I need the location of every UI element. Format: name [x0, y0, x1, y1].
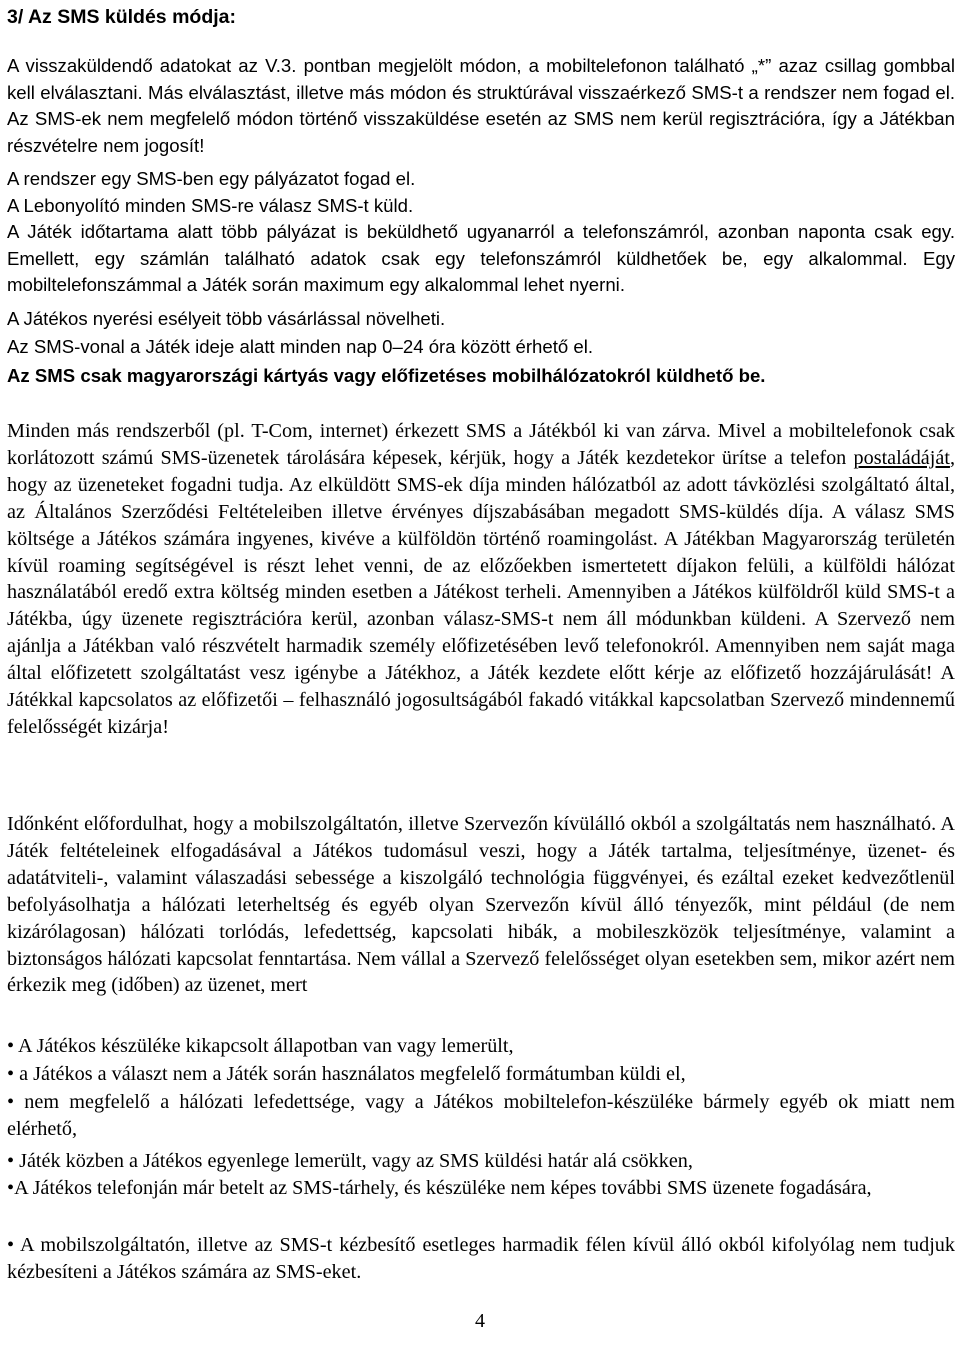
body-paragraph-fees-text-start: Minden más rendszerből (pl. T-Com, internet) érkezett SMS a Játékból ki van zárva. Mivel a mobiltelefonok csak korlátozott számú SMS-üzenetek tárolására képesek, kérjük, hogy a Játék kezdetekor ürítse a telefon: [7, 420, 955, 469]
bullet-item-3: • nem megfelelő a hálózati lefedettsége, vagy a Játékos mobiltelefon-készüléke bármely egyéb ok miatt nem elérhető,: [7, 1091, 955, 1140]
bullet-item-4: • Játék közben a Játékos egyenlege lemerült, vagy az SMS küldési határ alá csökken,: [7, 1150, 693, 1172]
bullet-item-2: • a Játékos a választ nem a Játék során használatos megfelelő formátumban küldi el,: [7, 1063, 686, 1085]
bullet-item-1: • A Játékos készüléke kikapcsolt állapotban van vagy lemerült,: [7, 1035, 514, 1057]
intro-paragraph-limits: A Játék időtartama alatt több pályázat is beküldhető ugyanarról a telefonszámról, azonban naponta csak egy. Emellett, egy számlán található adatok csak egy telefonszámról küldhetőek be, egy alkalommal. Egy mobiltelefonszámmal a Játék során maximum egy alkalommal lehet nyerni.: [7, 221, 955, 295]
section-title: 3/ Az SMS küldés módja:: [7, 6, 236, 28]
intro-line-chances: A Játékos nyerési esélyeit több vásárlással növelheti.: [7, 308, 446, 329]
intro-line-networks: Az SMS csak magyarországi kártyás vagy előfizetéses mobilhálózatokról küldhető be.: [7, 365, 766, 386]
intro-paragraph: A visszaküldendő adatokat az V.3. pontban megjelölt módon, a mobiltelefonon található „*” azaz csillag gombbal kell elválasztani. Más elválasztást, illetve más módon és struktúrával visszaérkező SMS-t a rendszer nem fogad el. Az SMS-ek nem megfelelő módon történő visszaküldése esetén az SMS nem kerül regisztrációra, így a Játékban részvételre nem jogosít!: [7, 55, 955, 156]
page-number: 4: [475, 1310, 485, 1332]
intro-line-reply-sms: A Lebonyolító minden SMS-re válasz SMS-t küld.: [7, 195, 414, 216]
body-paragraph-fees-text-end: , hogy az üzeneteket fogadni tudja. Az elküldött SMS-ek díja minden hálózatból az adott távközlési szolgáltató által, az Általános Szerződési Feltételeiben illetve érvényes díjszabásában megadott SMS-küldés díja. A válasz SMS költsége a Játékos számára ingyenes, kivéve a külföldön történő roamingolást. A Játékban Magyarország területén kívül roaming segítségével is részt lehet venni, de az előzőekben ismertetett díjakon felüli, a külföldi hálózat használatából eredő extra költség minden esetben a Játékost terheli. Amennyiben a Játékos külföldről küld SMS-t a Játékba, úgy üzenete regisztrációra kerül, azonban válasz-SMS-t nem áll módunkban küldeni. A Szervező nem ajánlja a Játékban való részvételt harmadik személy előfizetésében levő telefonokról. Amennyiben nem saját maga által előfizetett szolgáltatást vesz igénybe a Játékhoz, a Játék kezdete előtt kérje az előfizető hozzájárulását! A Játékkal kapcsolatos az előfizetői – felhasználó jogosultságából fakadó vitákkal kapcsolatban Szervező mindennemű felelősségét kizárja!: [7, 446, 955, 738]
intro-line-one-application: A rendszer egy SMS-ben egy pályázatot fogad el.: [7, 168, 416, 189]
bullet-item-5: •A Játékos telefonján már betelt az SMS-tárhely, és készüléke nem képes további SMS üzenete fogadására,: [7, 1177, 872, 1199]
mailbox-link[interactable]: postaládáját: [853, 446, 950, 469]
bullet-item-6: • A mobilszolgáltatón, illetve az SMS-t kézbesítő esetleges harmadik félen kívül álló okból kifolyólag nem tudjuk kézbesíteni a Játékos számára az SMS-eket.: [7, 1234, 955, 1283]
body-paragraph-availability: Időnként előfordulhat, hogy a mobilszolgáltatón, illetve Szervezőn kívülálló okból a szolgáltatás nem használható. A Játék feltételeinek elfogadásával a Játékos tudomásul veszi, hogy a Játék tartalma, teljesítménye, üzenet- és adatátviteli-, valamint válaszadási sebessége a kiszolgáló technológia függvényei, és ezáltal ezeket kedvezőtlenül befolyásolhatja a hálózati leterheltség és egyéb olyan Szervezőn kívül álló tényezők, mint például (de nem kizárólagosan) hálózati torlódás, lefedettség, kapcsolati hibák, a mobileszközök teljesítménye, valamint a biztonságos hálózati kapcsolat fenntartása. Nem vállal a Szervező felelősséget olyan esetekben sem, mikor azért nem érkezik meg (időben) az üzenet, mert: [7, 813, 955, 997]
body-paragraph-fees: [7, 418, 955, 741]
intro-line-availability: Az SMS-vonal a Játék ideje alatt minden nap 0–24 óra között érhető el.: [7, 336, 594, 357]
